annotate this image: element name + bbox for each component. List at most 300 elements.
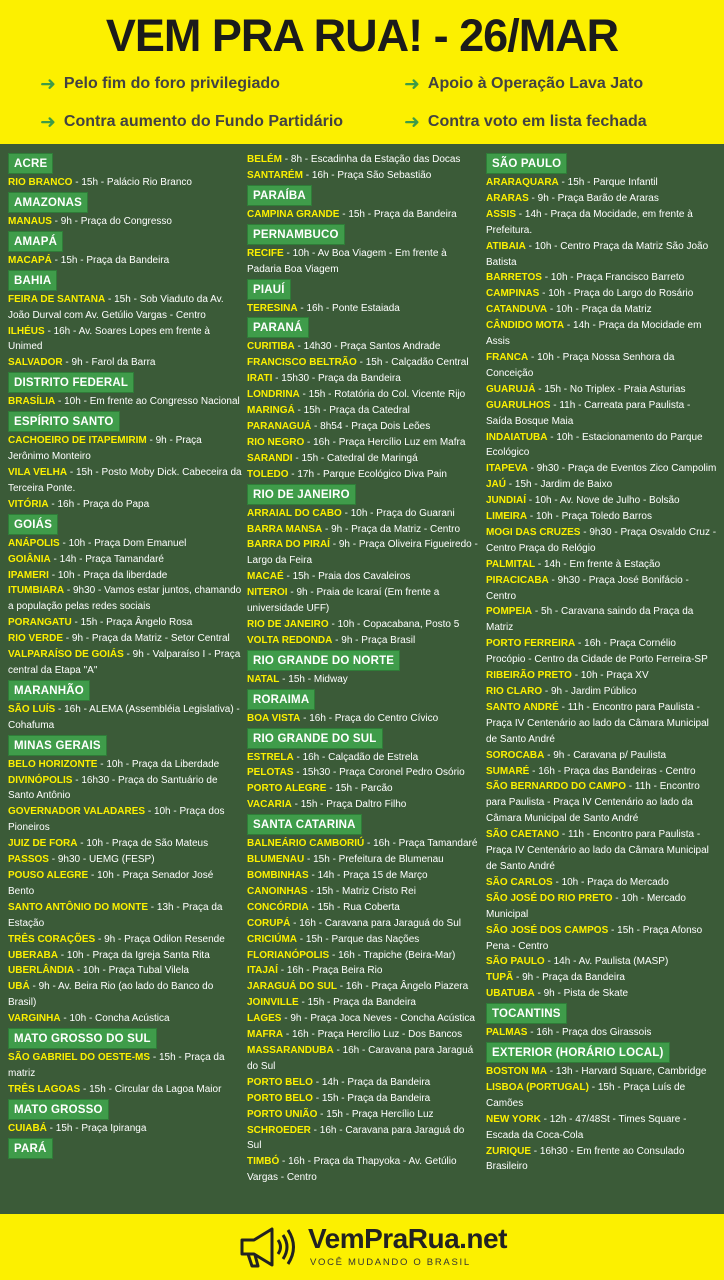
event-entry bbox=[8, 852, 242, 868]
city-name: SÃO PAULO bbox=[486, 956, 545, 968]
event-entry bbox=[247, 168, 480, 184]
city-name: CACHOEIRO DE ITAPEMIRIM bbox=[8, 435, 147, 447]
event-entry bbox=[8, 214, 242, 230]
state-heading: BAHIA bbox=[8, 270, 57, 291]
city-name: SANTARÉM bbox=[247, 169, 303, 181]
city-name: PORTO BELO bbox=[247, 1092, 313, 1104]
event-entry bbox=[486, 1064, 718, 1080]
city-name: ESTRELA bbox=[247, 751, 294, 763]
city-name: ASSIS bbox=[486, 208, 517, 220]
state-heading: PARÁ bbox=[8, 1138, 53, 1159]
event-details: 9h30 - Praça Osvaldo Cruz - Centro Praça do Relógio bbox=[486, 526, 717, 554]
separator: - bbox=[332, 634, 342, 646]
separator: - bbox=[105, 293, 115, 305]
event-entry bbox=[247, 537, 480, 569]
event-entry bbox=[486, 350, 718, 382]
city-name: BLUMENAU bbox=[247, 854, 305, 866]
event-entry bbox=[8, 583, 242, 615]
separator: - bbox=[62, 357, 72, 369]
separator: - bbox=[46, 1122, 56, 1134]
separator: - bbox=[80, 1083, 90, 1095]
event-entry bbox=[8, 932, 242, 948]
event-details: 5h - Caravana saindo da Praça da Matriz bbox=[486, 606, 694, 634]
city-name: ILHÉUS bbox=[8, 325, 45, 337]
city-name: CÂNDIDO MOTA bbox=[486, 320, 565, 332]
event-details: 9h30 - UEMG (FESP) bbox=[57, 854, 155, 866]
separator: - bbox=[71, 617, 81, 629]
event-details: 16h - Caravana para Jaraguá do Sul bbox=[247, 1044, 474, 1072]
separator: - bbox=[304, 854, 314, 866]
event-entry bbox=[486, 1025, 718, 1041]
separator: - bbox=[63, 633, 72, 645]
city-name: LISBOA (PORTUGAL) bbox=[486, 1081, 589, 1093]
separator: - bbox=[304, 436, 314, 448]
separator: - bbox=[51, 254, 61, 266]
city-name: ARARAQUARA bbox=[486, 177, 559, 188]
city-name: SARANDI bbox=[247, 452, 293, 464]
separator: - bbox=[516, 208, 525, 220]
separator: - bbox=[44, 325, 54, 337]
city-name: ITAPEVA bbox=[486, 463, 528, 475]
city-name: TIMBÓ bbox=[247, 1156, 280, 1168]
state-heading: MARANHÃO bbox=[8, 680, 90, 701]
event-entry bbox=[486, 986, 718, 1002]
event-entry bbox=[486, 1112, 718, 1144]
separator: - bbox=[550, 399, 560, 411]
city-name: SALVADOR bbox=[8, 357, 63, 369]
event-entry bbox=[247, 1154, 480, 1186]
city-name: TRÊS CORAÇÕES bbox=[8, 933, 96, 945]
event-details: 16h - Praça do Papa bbox=[57, 498, 150, 510]
event-details: 9h - Jardim Público bbox=[551, 686, 637, 697]
event-entry bbox=[8, 702, 242, 734]
separator: - bbox=[558, 177, 568, 188]
separator: - bbox=[559, 829, 569, 841]
city-name: GOIÂNIA bbox=[8, 553, 51, 565]
event-details: 10h - Praça da Matriz bbox=[556, 304, 652, 316]
event-listing bbox=[0, 144, 724, 1214]
event-entry bbox=[247, 932, 480, 948]
event-details: 10h - Concha Acústica bbox=[69, 1013, 170, 1025]
event-details: 15h - Rotatória do Col. Vicente Rijo bbox=[308, 389, 466, 401]
topic-label: Contra aumento do Fundo Partidário bbox=[63, 113, 344, 130]
separator: - bbox=[95, 933, 105, 945]
event-details: 15h - Prefeitura de Blumenau bbox=[313, 854, 444, 866]
separator: - bbox=[283, 247, 293, 259]
separator: - bbox=[527, 511, 536, 523]
separator: - bbox=[544, 956, 554, 968]
separator: - bbox=[277, 965, 287, 977]
city-name: JAÚ bbox=[486, 479, 507, 491]
event-details: 15h - Catedral de Maringá bbox=[301, 452, 418, 464]
city-name: UBATUBA bbox=[486, 988, 535, 1000]
separator: - bbox=[291, 799, 301, 811]
event-entry bbox=[486, 970, 718, 986]
event-entry bbox=[8, 568, 242, 584]
separator: - bbox=[297, 302, 307, 314]
event-entry bbox=[486, 827, 718, 875]
topic-item bbox=[40, 72, 280, 96]
separator: - bbox=[48, 854, 58, 866]
column-right bbox=[486, 152, 718, 1175]
column-middle bbox=[247, 152, 480, 1186]
state-heading: GOIÁS bbox=[8, 514, 58, 535]
state-heading: MATO GROSSO bbox=[8, 1099, 109, 1120]
city-name: FRANCISCO BELTRÃO bbox=[247, 357, 357, 369]
event-entry bbox=[486, 779, 718, 827]
city-name: ZURIQUE bbox=[486, 1145, 531, 1157]
separator: - bbox=[364, 838, 374, 850]
event-details: 10h - Praça Nossa Senhora da Conceição bbox=[486, 351, 675, 379]
event-details: 10h - Praça Tubal Vilela bbox=[83, 965, 189, 977]
separator: - bbox=[532, 606, 542, 618]
separator: - bbox=[540, 1113, 550, 1125]
city-name: CAMPINAS bbox=[486, 288, 540, 300]
event-details: 16h - Caravana para Jaraguá do Sul bbox=[247, 1124, 465, 1152]
separator: - bbox=[279, 1156, 289, 1168]
city-name: RIO DE JANEIRO bbox=[247, 618, 329, 630]
city-name: BOA VISTA bbox=[247, 712, 301, 724]
city-name: CUIABÁ bbox=[8, 1122, 47, 1134]
city-name: DIVINÓPOLIS bbox=[8, 774, 73, 786]
event-details: 9h - Praça do Congresso bbox=[60, 215, 172, 227]
event-details: 16h - Praça Beira Rio bbox=[286, 965, 383, 977]
event-details: 16h - Praça dos Girassois bbox=[536, 1027, 652, 1039]
event-entry bbox=[247, 1091, 480, 1107]
event-details: 15h - No Triplex - Praia Asturias bbox=[544, 383, 686, 395]
event-entry bbox=[486, 270, 718, 286]
event-details: 16h - Av. Soares Lopes em frente à Unimed bbox=[8, 325, 210, 353]
event-entry bbox=[247, 852, 480, 868]
separator: - bbox=[312, 1092, 322, 1104]
city-name: SCHROEDER bbox=[247, 1124, 311, 1136]
event-entry bbox=[247, 1027, 480, 1043]
event-entry bbox=[247, 963, 480, 979]
city-name: IRATI bbox=[247, 373, 273, 385]
event-entry bbox=[486, 493, 718, 509]
city-name: ARARAS bbox=[486, 192, 529, 204]
event-entry bbox=[486, 875, 718, 891]
event-entry bbox=[486, 318, 718, 350]
event-entry bbox=[8, 868, 242, 900]
event-entry bbox=[486, 382, 718, 398]
separator: - bbox=[529, 765, 539, 777]
city-name: INDAIATUBA bbox=[486, 431, 548, 443]
city-name: SANTO ANTÔNIO DO MONTE bbox=[8, 901, 148, 913]
separator: - bbox=[279, 673, 289, 685]
separator: - bbox=[283, 571, 293, 583]
city-name: PARANAGUÁ bbox=[247, 420, 312, 432]
event-entry bbox=[486, 525, 718, 557]
city-name: ARRAIAL DO CABO bbox=[247, 507, 342, 519]
city-name: CANOINHAS bbox=[247, 885, 308, 897]
page-title: VEM PRA RUA! - 26/MAR bbox=[105, 10, 619, 61]
separator: - bbox=[146, 435, 156, 447]
separator: - bbox=[528, 351, 538, 363]
event-entry bbox=[486, 509, 718, 525]
event-entry bbox=[247, 900, 480, 916]
separator: - bbox=[299, 389, 309, 401]
city-name: JUNDIAÍ bbox=[486, 495, 527, 507]
event-details: 12h - 47/48St - Times Square - Escada da Coca-Cola bbox=[486, 1113, 687, 1141]
city-name: UBERABA bbox=[8, 949, 58, 961]
event-entry bbox=[8, 292, 242, 324]
state-heading: RORAIMA bbox=[247, 689, 315, 710]
event-details: 9h - Av. Beira Rio (ao lado do Banco do Brasil) bbox=[8, 981, 214, 1009]
separator: - bbox=[77, 838, 87, 850]
city-name: BALNEÁRIO CAMBORIÚ bbox=[247, 838, 365, 850]
event-details: 13h - Harvard Square, Cambridge bbox=[555, 1066, 707, 1078]
separator: - bbox=[341, 507, 351, 519]
footer-banner bbox=[0, 1214, 724, 1280]
event-entry bbox=[486, 1144, 718, 1176]
event-entry bbox=[486, 891, 718, 923]
event-entry bbox=[247, 152, 480, 168]
event-entry bbox=[247, 1075, 480, 1091]
separator: - bbox=[293, 751, 303, 763]
event-details: 11h - Carreata para Paulista - Saída Bosque Maia bbox=[486, 399, 691, 427]
state-heading: DISTRITO FEDERAL bbox=[8, 372, 134, 393]
event-details: 9h - Praça Oliveira Figueiredo - Largo da Feira bbox=[247, 539, 478, 567]
event-details: 16h - Calçadão de Estrela bbox=[302, 751, 419, 763]
separator: - bbox=[542, 686, 551, 697]
state-heading: SANTA CATARINA bbox=[247, 814, 362, 835]
city-name: PALMITAL bbox=[486, 558, 536, 570]
city-name: CRICIÚMA bbox=[247, 933, 297, 945]
event-entry bbox=[247, 916, 480, 932]
event-details: 14h - Em frente à Estação bbox=[543, 558, 661, 570]
city-name: CONCÓRDIA bbox=[247, 901, 309, 913]
separator: - bbox=[548, 574, 558, 586]
event-details: 15h - Midway bbox=[288, 673, 348, 685]
separator: - bbox=[48, 569, 58, 581]
header-banner bbox=[0, 0, 724, 144]
event-details: 10h - Praça de São Mateus bbox=[86, 838, 209, 850]
event-entry bbox=[247, 1011, 480, 1027]
event-details: 11h - Encontro para Paulista - Praça IV Centenário ao lado da Câmara Municipal de Santo André bbox=[486, 701, 709, 745]
event-entry bbox=[8, 536, 242, 552]
event-entry bbox=[247, 301, 480, 317]
separator: - bbox=[333, 1044, 343, 1056]
event-details: 15h - Sob Viaduto da Av. João Durval com Av. Getúlio Vargas - Centro bbox=[8, 293, 224, 321]
event-details: 15h - Parque Infantil bbox=[567, 177, 658, 188]
separator: - bbox=[317, 1108, 327, 1120]
separator: - bbox=[150, 1052, 159, 1064]
state-heading: AMAPÁ bbox=[8, 231, 63, 252]
event-entry bbox=[8, 647, 242, 679]
separator: - bbox=[337, 981, 346, 993]
event-details: 10h - Praça do Guarani bbox=[350, 507, 455, 519]
state-heading: MINAS GERAIS bbox=[8, 735, 107, 756]
separator: - bbox=[580, 526, 590, 538]
event-details: 17h - Parque Ecológico Diva Pain bbox=[297, 468, 447, 480]
event-details: 15h - Praça da matriz bbox=[8, 1052, 225, 1079]
separator: - bbox=[50, 553, 60, 565]
event-details: 14h - Praça da Mocidade em Assis bbox=[486, 320, 702, 348]
city-name: PORTO FERREIRA bbox=[486, 638, 576, 650]
separator: - bbox=[546, 1066, 556, 1078]
event-details: 10h - Praça da Liberdade bbox=[106, 758, 220, 770]
event-details: 10h - Praça XV bbox=[580, 670, 649, 682]
separator: - bbox=[541, 272, 551, 284]
city-name: FRANCA bbox=[486, 351, 529, 363]
event-details: 9h - Praia de Icaraí (Em frente a universidade UFF) bbox=[247, 587, 440, 615]
event-entry bbox=[8, 394, 242, 410]
event-details: 15h - Praça da Bandeira bbox=[321, 1092, 431, 1104]
event-entry bbox=[486, 636, 718, 668]
event-details: 14h - Av. Paulista (MASP) bbox=[553, 956, 669, 968]
arrow-right-icon: ➜ bbox=[40, 73, 56, 95]
separator: - bbox=[528, 192, 538, 204]
event-details: 15h - Praça da Bandeira bbox=[307, 997, 416, 1009]
event-entry bbox=[486, 748, 718, 764]
city-name: VARGINHA bbox=[8, 1013, 61, 1025]
city-name: MACAÉ bbox=[247, 571, 284, 583]
event-entry bbox=[247, 948, 480, 964]
city-name: ITAJAÍ bbox=[247, 965, 278, 977]
topic-item bbox=[404, 110, 647, 134]
event-details: 15h - Parque das Nações bbox=[305, 933, 420, 945]
separator: - bbox=[329, 539, 339, 551]
event-entry bbox=[486, 573, 718, 605]
city-name: PELOTAS bbox=[247, 767, 294, 779]
event-entry bbox=[247, 585, 480, 617]
event-details: 14h - Praça 15 de Março bbox=[317, 870, 428, 881]
separator: - bbox=[293, 767, 303, 779]
event-details: 8h54 - Praça Dois Leões bbox=[320, 420, 431, 432]
event-details: 10h - Praça Dom Emanuel bbox=[68, 537, 187, 549]
state-heading: EXTERIOR (HORÁRIO LOCAL) bbox=[486, 1042, 670, 1063]
city-name: TUPÃ bbox=[486, 972, 514, 984]
city-name: MAFRA bbox=[247, 1029, 284, 1041]
state-heading: TOCANTINS bbox=[486, 1003, 567, 1024]
event-details: 10h - Praça do Mercado bbox=[561, 876, 669, 888]
separator: - bbox=[311, 420, 321, 432]
city-name: ANÁPOLIS bbox=[8, 537, 60, 549]
state-heading: PARANÁ bbox=[247, 317, 309, 338]
city-name: BARRA DO PIRAÍ bbox=[247, 539, 330, 551]
separator: - bbox=[58, 949, 67, 961]
city-name: SÃO JOSÉ DOS CAMPOS bbox=[486, 924, 609, 936]
city-name: VITÓRIA bbox=[8, 498, 49, 510]
event-entry bbox=[247, 371, 480, 387]
separator: - bbox=[552, 876, 562, 888]
city-name: RIO NEGRO bbox=[247, 436, 305, 448]
event-entry bbox=[486, 954, 718, 970]
city-name: PIRACICABA bbox=[486, 574, 549, 586]
event-entry bbox=[247, 1107, 480, 1123]
event-entry bbox=[486, 430, 718, 462]
event-entry bbox=[247, 506, 480, 522]
event-details: 10h - Copacabana, Posto 5 bbox=[337, 618, 460, 630]
event-details: 16h - Praça Tamandaré bbox=[373, 838, 478, 850]
separator: - bbox=[626, 781, 635, 793]
city-name: JARAGUÁ DO SUL bbox=[247, 981, 338, 993]
separator: - bbox=[300, 712, 310, 724]
brand-tagline: VOCÊ MUDANDO O BRASIL bbox=[310, 1257, 471, 1268]
event-details: 14h - Praça Tamandaré bbox=[59, 553, 164, 565]
separator: - bbox=[290, 917, 300, 929]
separator: - bbox=[60, 1013, 70, 1025]
event-entry bbox=[247, 207, 480, 223]
event-entry bbox=[247, 339, 480, 355]
event-details: 10h - Praça da liberdade bbox=[57, 569, 168, 581]
separator: - bbox=[534, 988, 544, 1000]
event-details: 9h - Farol da Barra bbox=[71, 357, 156, 369]
event-details: 15h - Rua Coberta bbox=[317, 901, 400, 913]
column-left bbox=[8, 152, 242, 1160]
city-name: BELO HORIZONTE bbox=[8, 758, 98, 770]
separator: - bbox=[312, 1076, 322, 1088]
event-details: 15h - Posto Moby Dick. Cabeceira da Terceira Ponte. bbox=[8, 466, 242, 494]
separator: - bbox=[55, 703, 65, 715]
topic-item bbox=[40, 110, 343, 134]
separator: - bbox=[531, 1145, 540, 1157]
event-entry bbox=[8, 1121, 242, 1137]
event-details: 10h - Mercado Municipal bbox=[486, 892, 686, 920]
event-details: 16h - Praça São Sebastião bbox=[311, 169, 432, 181]
event-entry bbox=[247, 387, 480, 403]
state-heading: PIAUÍ bbox=[247, 279, 291, 300]
event-entry bbox=[8, 631, 242, 647]
city-name: RIO CLARO bbox=[486, 686, 543, 697]
topic-item bbox=[404, 72, 643, 96]
event-details: 10h - Estacionamento do Parque Ecológico bbox=[486, 431, 703, 459]
event-details: 11h - Encontro para Paulista - Praça IV Centenário ao lado da Câmara Municipal de Santo André bbox=[486, 781, 700, 825]
separator: - bbox=[526, 495, 535, 507]
separator: - bbox=[297, 933, 306, 945]
city-name: NEW YORK bbox=[486, 1113, 541, 1125]
event-entry bbox=[8, 979, 242, 1011]
event-details: 16h - Praça Hercílio Luz - Dos Bancos bbox=[292, 1029, 463, 1041]
state-heading: SÃO PAULO bbox=[486, 153, 567, 174]
city-name: CATANDUVA bbox=[486, 304, 548, 316]
event-entry bbox=[486, 604, 718, 636]
event-details: 14h - Praça da Mocidade, em frente à Prefeitura. bbox=[486, 208, 693, 236]
separator: - bbox=[59, 537, 69, 549]
city-name: BARRA MANSA bbox=[247, 523, 323, 535]
separator: - bbox=[67, 466, 76, 478]
separator: - bbox=[612, 892, 622, 904]
city-name: SÃO CAETANO bbox=[486, 829, 560, 841]
separator: - bbox=[55, 396, 65, 408]
separator: - bbox=[148, 901, 157, 913]
event-entry bbox=[486, 239, 718, 271]
separator: - bbox=[97, 758, 107, 770]
city-name: FEIRA DE SANTANA bbox=[8, 293, 106, 305]
event-details: 15h30 - Praça Coronel Pedro Osório bbox=[302, 767, 465, 779]
separator: - bbox=[525, 240, 535, 252]
city-name: CURITIBA bbox=[247, 341, 295, 353]
event-entry bbox=[247, 467, 480, 483]
event-entry bbox=[486, 1080, 718, 1112]
event-entry bbox=[8, 804, 242, 836]
city-name: NATAL bbox=[247, 673, 280, 685]
separator: - bbox=[287, 587, 297, 599]
event-entry bbox=[247, 419, 480, 435]
city-name: ITUMBIARA bbox=[8, 585, 65, 597]
separator: - bbox=[527, 463, 537, 475]
separator: - bbox=[272, 373, 282, 385]
event-details: 9h - Praça Barão de Araras bbox=[537, 192, 659, 204]
event-details: 16h - Praça Ângelo Piazera bbox=[345, 981, 469, 993]
event-entry bbox=[8, 497, 242, 513]
event-details: 15h - Matriz Cristo Rei bbox=[316, 885, 416, 897]
city-name: JOINVILLE bbox=[247, 997, 299, 1009]
event-details: 10h - Praça da Igreja Santa Rita bbox=[66, 949, 210, 961]
event-details: 15h - Circular da Lagoa Maior bbox=[89, 1083, 222, 1095]
city-name: RIO BRANCO bbox=[8, 177, 73, 188]
